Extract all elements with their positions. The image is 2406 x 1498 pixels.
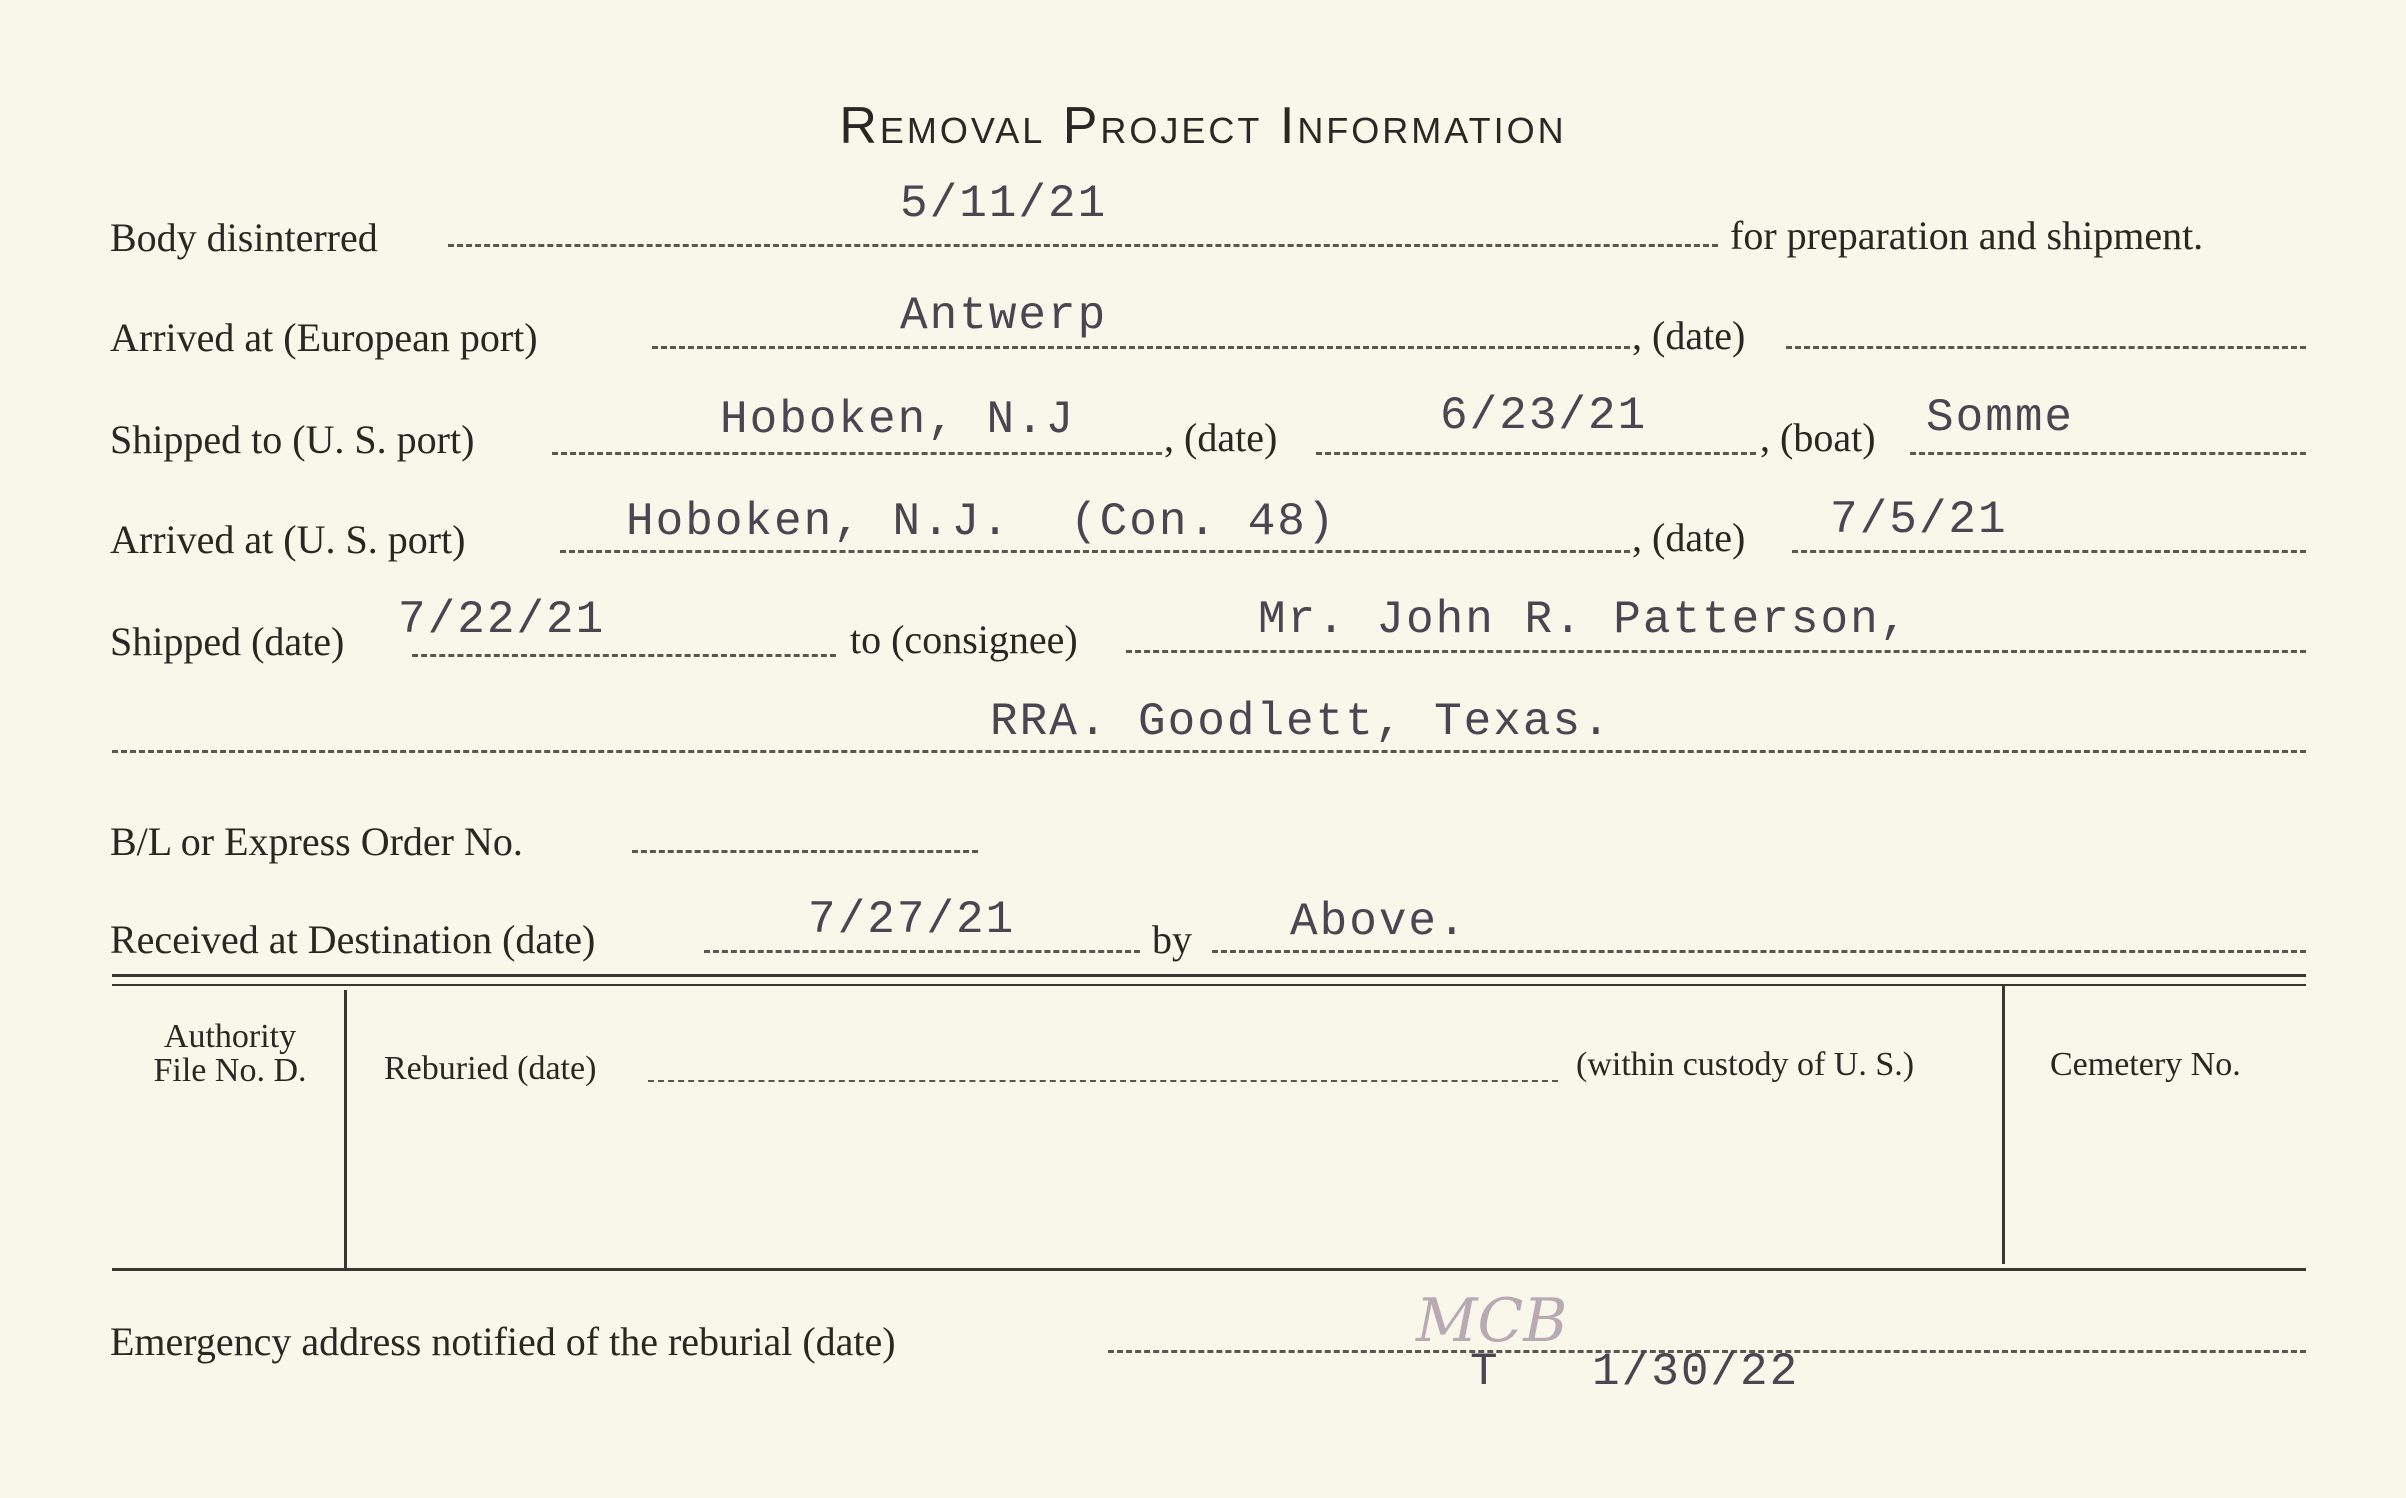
us-port-shipped-boat-value: Somme: [1926, 392, 2075, 444]
us-port-arrived-value: Hoboken, N.J. (Con. 48): [626, 496, 1337, 548]
us-port-arrived-line: [560, 550, 1630, 553]
reburied-label: Reburied (date): [384, 1050, 597, 1087]
us-port-shipped-value: Hoboken, N.J: [720, 394, 1076, 446]
table-top-rule-left: [112, 974, 1420, 977]
bl-line: [632, 850, 978, 853]
emergency-prefix: T: [1470, 1346, 1500, 1398]
disinterred-suffix: for preparation and shipment.: [1730, 213, 2204, 258]
table-bottom-rule: [112, 1268, 2306, 1271]
table-top-rule-right: [1420, 974, 2306, 977]
us-port-shipped-boat-line: [1910, 452, 2306, 455]
consignee-label: to (consignee): [850, 617, 1078, 662]
us-port-shipped-boat-label: , (boat): [1760, 415, 1876, 460]
disinterred-label: Body disinterred: [110, 215, 378, 260]
received-by-label: by: [1152, 917, 1192, 962]
initials-signature: MCB: [1416, 1286, 1568, 1356]
us-port-arrived-label: Arrived at (U. S. port): [110, 517, 466, 562]
shipped-date-value: 7/22/21: [398, 594, 606, 646]
cemetery-label: Cemetery No.: [2050, 1046, 2241, 1083]
emergency-date-value: 1/30/22: [1592, 1346, 1800, 1398]
authority-label-1: Authority: [163, 1018, 297, 1055]
custody-label: (within custody of U. S.): [1576, 1046, 1915, 1083]
european-port-value: Antwerp: [900, 290, 1108, 342]
european-port-label: Arrived at (European port): [110, 315, 538, 360]
received-label: Received at Destination (date): [110, 917, 596, 962]
received-by-line: [1212, 950, 2306, 953]
received-date-value: 7/27/21: [808, 894, 1016, 946]
bl-label: B/L or Express Order No.: [110, 819, 523, 864]
address-value: RRA. Goodlett, Texas.: [990, 696, 1612, 748]
consignee-line: [1126, 650, 2306, 653]
address-line: [112, 750, 2306, 753]
us-port-arrived-date-line: [1792, 550, 2306, 553]
us-port-arrived-date-value: 7/5/21: [1830, 494, 2008, 546]
table-divider-left: [344, 990, 347, 1268]
table-divider-right: [2002, 986, 2005, 1264]
us-port-shipped-date-label: , (date): [1164, 415, 1278, 460]
disinterred-value: 5/11/21: [900, 178, 1108, 230]
received-by-value: Above.: [1290, 896, 1468, 948]
authority-label-2: File No. D.: [153, 1052, 307, 1089]
consignee-value: Mr. John R. Patterson,: [1258, 594, 1910, 646]
european-port-line: [652, 346, 1630, 349]
emergency-label: Emergency address notified of the reburial (date): [110, 1319, 896, 1364]
received-date-line: [704, 950, 1140, 953]
european-port-date-line: [1786, 346, 2306, 349]
card-title: Removal Project Information: [839, 97, 1567, 155]
european-port-date-label: , (date): [1632, 313, 1746, 358]
us-port-shipped-date-line: [1316, 452, 1756, 455]
shipped-date-line: [412, 654, 836, 657]
shipped-date-label: Shipped (date): [110, 619, 345, 664]
us-port-arrived-date-label: , (date): [1632, 515, 1746, 560]
table-top-rule-inner: [112, 984, 2306, 986]
us-port-shipped-label: Shipped to (U. S. port): [110, 417, 475, 462]
us-port-shipped-date-value: 6/23/21: [1440, 390, 1648, 442]
reburied-line: [648, 1080, 1558, 1082]
disinterred-line: [448, 244, 1718, 247]
us-port-shipped-line: [552, 452, 1162, 455]
